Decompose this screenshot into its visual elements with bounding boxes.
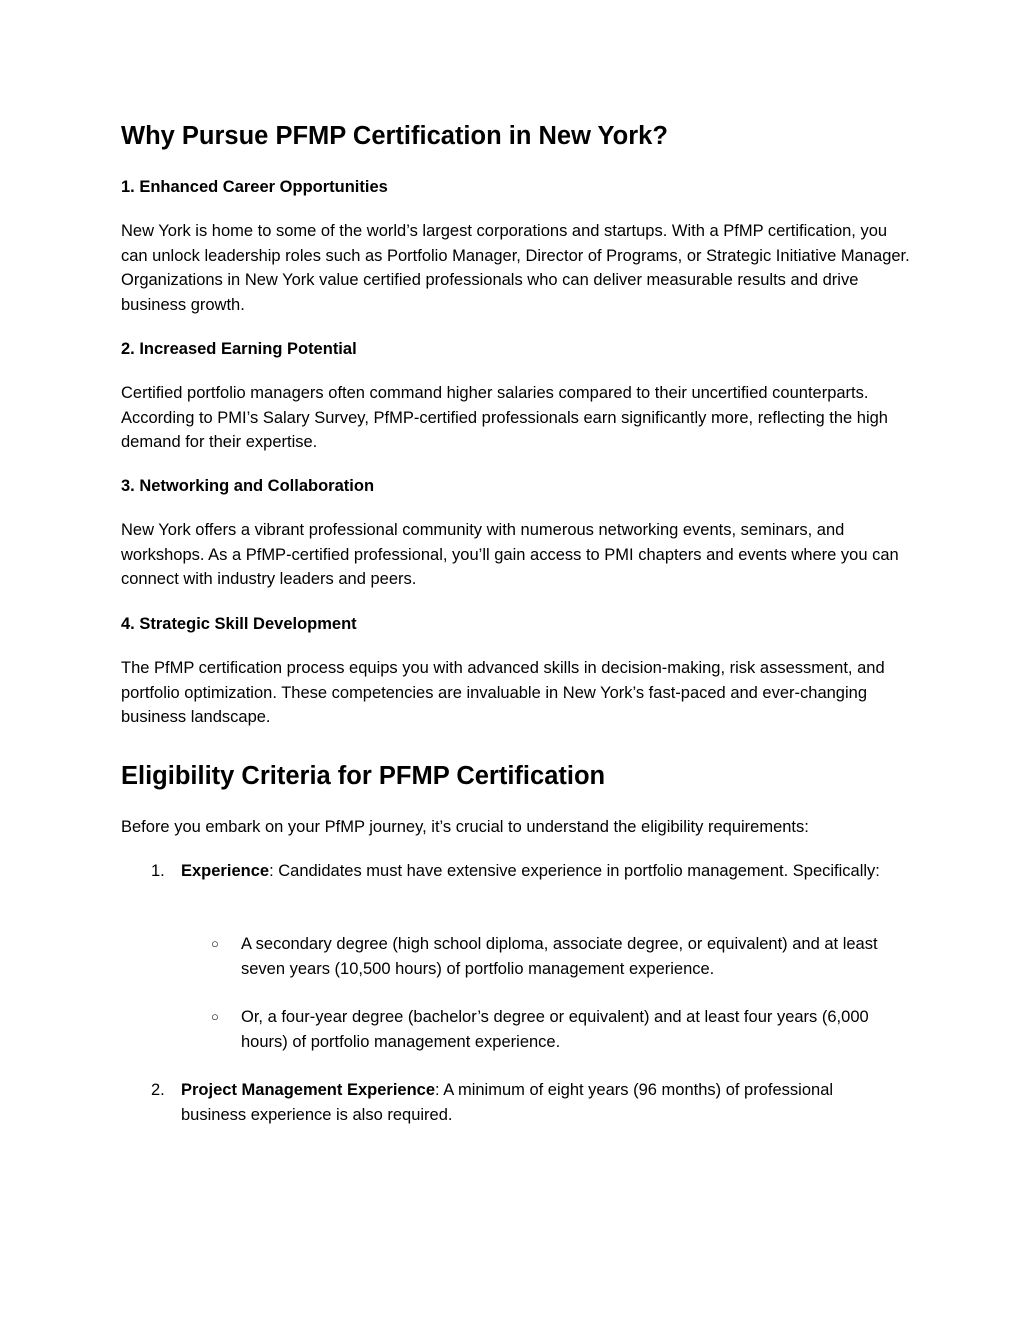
- section-heading-eligibility: Eligibility Criteria for PFMP Certification: [121, 762, 606, 790]
- subheading-career-opportunities: 1. Enhanced Career Opportunities: [121, 178, 388, 196]
- hollow-circle-bullet-icon: ○: [211, 1009, 219, 1024]
- list-item-description: : A minimum of eight years (96 months) of professional business experience is also required.: [181, 1081, 834, 1124]
- list-item-bold-label: Experience: [181, 862, 270, 880]
- subheading-skill-development: 4. Strategic Skill Development: [121, 615, 357, 633]
- subheading-networking: 3. Networking and Collaboration: [121, 477, 375, 495]
- subheading-earning-potential: 2. Increased Earning Potential: [121, 340, 357, 358]
- list-item-description: : Candidates must have extensive experience in portfolio management. Specifically:: [269, 862, 880, 880]
- paragraph-eligibility-intro: Before you embark on your PfMP journey, it’s crucial to understand the eligibility requirements:: [121, 818, 809, 836]
- list-number: 2.: [151, 1081, 165, 1099]
- list-item-bold-label: Project Management Experience: [181, 1081, 436, 1099]
- section-heading-why-pursue: Why Pursue PFMP Certification in New York?: [121, 122, 668, 150]
- paragraph-earning-potential: Certified portfolio managers often command higher salaries compared to their uncertified counterparts. According to PMI’s Salary Survey, PfMP-certified professionals earn significantly more, reflecting the high demand for their expertise.: [121, 384, 888, 451]
- sub-list-item-text: Or, a four-year degree (bachelor’s degree or equivalent) and at least four years (6,000 hours) of portfolio management experience.: [241, 1008, 869, 1051]
- paragraph-career-opportunities: New York is home to some of the world’s largest corporations and startups. With a PfMP certification, you can unlock leadership roles such as Portfolio Manager, Director of Programs, or Strategic Initiative Manager. Organizations in New York value certified professionals who can deliver measurable results and drive business growth.: [121, 222, 910, 314]
- paragraph-skill-development: The PfMP certification process equips you with advanced skills in decision-making, risk assessment, and portfolio optimization. These competencies are invaluable in New York’s fast-paced and ever-changing business landscape.: [121, 659, 885, 726]
- paragraph-networking: New York offers a vibrant professional community with numerous networking events, seminars, and workshops. As a PfMP-certified professional, you’ll gain access to PMI chapters and events where you can connect with industry leaders and peers.: [121, 521, 899, 588]
- hollow-circle-bullet-icon: ○: [211, 936, 219, 951]
- list-number: 1.: [151, 862, 165, 880]
- list-item-text: [181, 1078, 901, 1127]
- sub-list-item-text: A secondary degree (high school diploma, associate degree, or equivalent) and at least seven years (10,500 hours) of portfolio management experience.: [241, 935, 878, 978]
- list-item-text: [181, 859, 901, 884]
